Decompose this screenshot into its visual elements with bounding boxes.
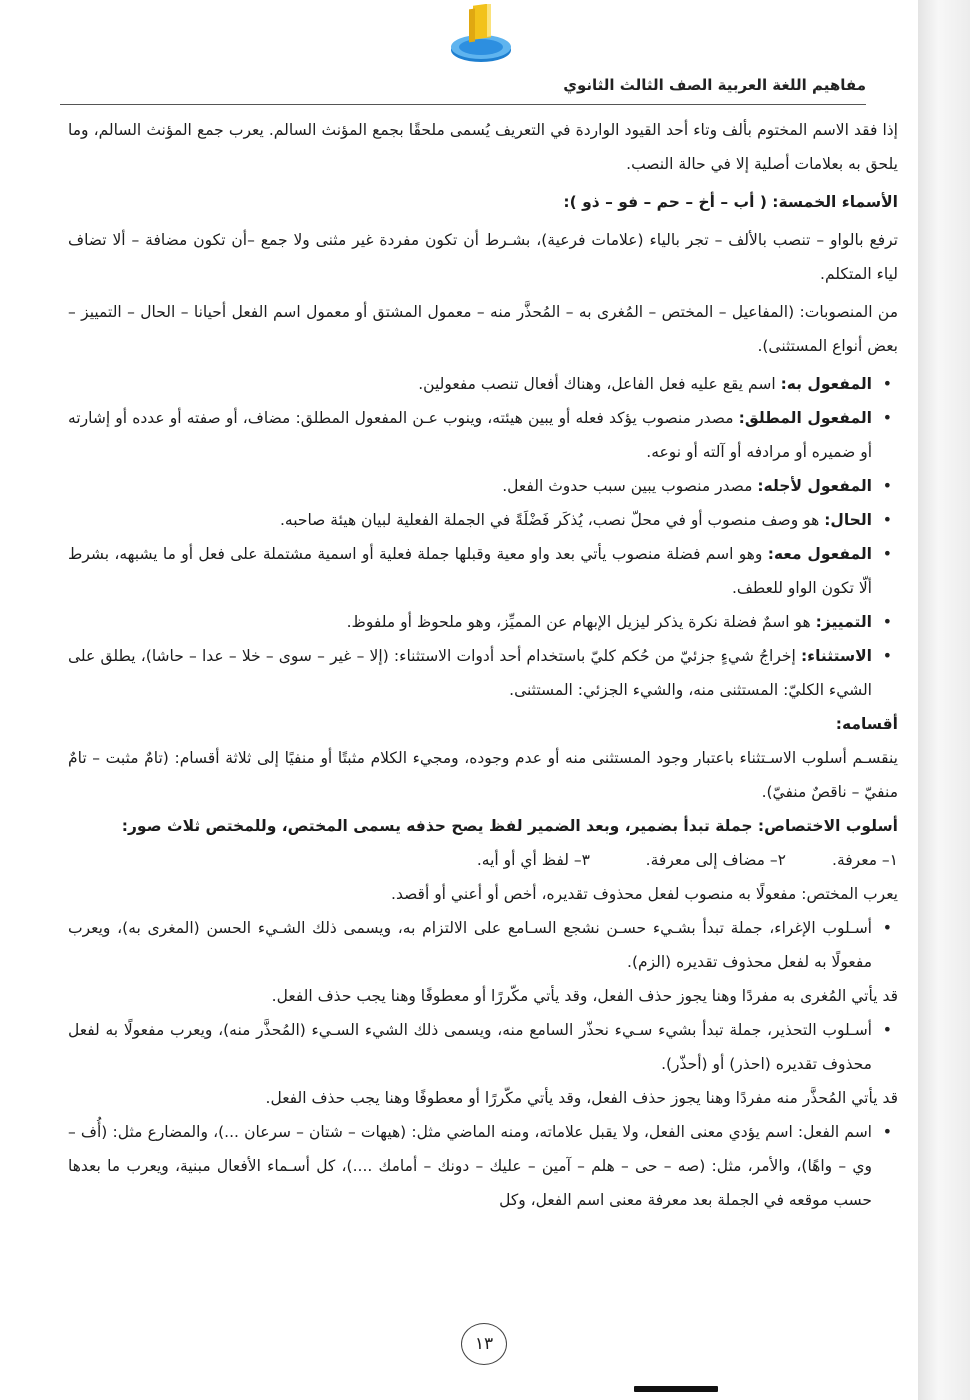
ism-fiil-list — [68, 1115, 898, 1217]
list-item: • المفعول به: اسم يقع عليه فعل الفاعل، وهناك أفعال تنصب مفعولين. — [68, 367, 898, 401]
home-indicator-bar — [634, 1386, 718, 1392]
paragraph-mansubat: من المنصوبات: (المفاعيل – المختص – المُغرى به – المُحذَّر منه – معمول المشتق أو معمول اسم الفعل أحيانا – الحال – التمييز – بعض أنواع المستثنى). — [68, 303, 898, 355]
paragraph-ighraa-note: قد يأتي المُغرى به مفردًا وهنا يجوز حذف الفعل، وقد يأتي مكّررًا أو معطوفًا وهنا يجب حذف الفعل. — [271, 987, 898, 1005]
list-item: • الحال: هو وصف منصوب أو في محلّ نصب، يُذكَر فَضْلَةً في الجملة الفعلية لبيان هيئة صاحبه. — [68, 503, 898, 537]
ikhtisas-type-1: ١– معرفة. — [832, 851, 898, 869]
ighraa-list — [68, 911, 898, 979]
heading-ikhtisas: أسلوب الاختصاص: جملة تبدأ بضمير، وبعد الضمير لفظ يصح حذفه يسمى المختص، وللمختص ثلاث صور: — [121, 817, 898, 835]
list-item: • المفعول معه: وهو اسم فضلة منصوب يأتي بعد واو معية وقبلها جملة فعلية أو اسمية مشتملة على فعل أو ما يشبهه، بشرط ألّا تكون الواو للعطف. — [68, 537, 898, 605]
list-item: • المفعول لأجله: مصدر منصوب يبين سبب حدوث الفعل. — [68, 469, 898, 503]
paragraph-mulhaq: إذا فقد الاسم المختوم بألف وتاء أحد القيود الواردة في التعريف يُسمى ملحقًا بجمع المؤنث السالم. يعرب جمع المؤنث السالم، وما يلحق به بعلامات أصلية إلا في حالة النصب. — [68, 121, 898, 173]
list-item: • الاستثناء: إخراجُ شيءٍ جزئيّ من حُكم كليّ باستخدام أحد أدوات الاستثناء: (إلا – غير – سوى – خلا – عدا – حاشا)، يطلق على الشيء الكليّ: المستثنى منه، والشيء الجزئي: المستثنى. — [68, 639, 898, 707]
book-cube-icon — [443, 4, 519, 66]
paragraph-five-nouns: ترفع بالواو – تنصب بالألف – تجر بالياء (علامات فرعية)، بشـرط أن تكون مفردة غير مثنى ولا جمع –أن تكون مضافة – ألا تضاف لياء المتكلم. — [68, 231, 898, 283]
ikhtisas-type-3: ٣– لفظ أي أو أيه. — [476, 851, 590, 869]
page-content — [68, 113, 898, 1217]
heading-five-nouns: الأسماء الخمسة: ( أب – أخ – حم – فو – ذو ): — [563, 193, 898, 211]
page-number: ١٣ — [461, 1323, 507, 1365]
heading-aqsam: أقسامه: — [835, 715, 898, 733]
paragraph-tahdhir-note: قد يأتي المُحذَّر منه مفردًا وهنا يجوز حذف الفعل، وقد يأتي مكّررًا أو معطوفًا وهنا يجب حذف الفعل. — [265, 1089, 898, 1107]
ikhtisas-type-2: ٢– مضاف إلى معرفة. — [645, 851, 786, 869]
page-header-title: مفاهيم اللغة العربية الصف الثالث الثانوي — [563, 76, 866, 94]
paragraph-ikhtisas-irab: يعرب المختص: مفعولًا به منصوب لفعل محذوف تقديره، أخص أو أعني أو أقصد. — [391, 885, 898, 903]
mansubat-list — [68, 367, 898, 707]
list-item: • اسم الفعل: اسم يؤدي معنى الفعل، ولا يقبل علاماته، ومنه الماضي مثل: (هيهات – شتان – سرعان ...)، والمضارع مثل: (أُف – وي – واهًا)، والأمر، مثل: (صه – حى – هلم – آمين – عليك – دونك – أمامك ....)، كل أسـماء الأفعال مبنية، ويعرب ما بعدها حسب موقعه في الجملة بعد معرفة معنى اسم الفعل، وكل — [68, 1115, 898, 1217]
list-item: • التمييز: هو اسمٌ فضلة نكرة يذكر ليزيل الإبهام عن المميِّز، وهو ملحوظ أو ملفوظ. — [68, 605, 898, 639]
ikhtisas-types — [68, 843, 898, 877]
tahdhir-list — [68, 1013, 898, 1081]
list-item: • المفعول المطلق: مصدر منصوب يؤكد فعله أو يبين هيئته، وينوب عـن المفعول المطلق: مضاف، أو صفته أو عدده أو إشارته أو ضميره أو مرادفه أو آلته أو نوعه. — [68, 401, 898, 469]
list-item: • أسـلوب الإغراء، جملة تبدأ بشـيء حسـن نشجع السـامع على الالتزام به، ويسمى ذلك الشـيء الحسن (المغرى به)، ويعرب مفعولًا به لفعل محذوف تقديره (الزم). — [68, 911, 898, 979]
paragraph-aqsam: ينقسـم أسلوب الاسـتثناء باعتبار وجود المستثنى منه أو عدم وجوده، ومجيء الكلام مثبتًا أو منفيًا إلى ثلاثة أقسام: (تامٌ مثبت – تامٌ منفيّ – ناقصٌ منفيّ). — [68, 749, 898, 801]
header-divider — [60, 104, 866, 105]
list-item: • أسـلوب التحذير، جملة تبدأ بشيء سـيء نحذّر السامع منه، ويسمى ذلك الشيء السـيء (المُحذَّر منه)، ويعرب مفعولًا به لفعل محذوف تقديره (احذر) أو (أحذّر). — [68, 1013, 898, 1081]
page-edge-shadow — [918, 0, 970, 1400]
